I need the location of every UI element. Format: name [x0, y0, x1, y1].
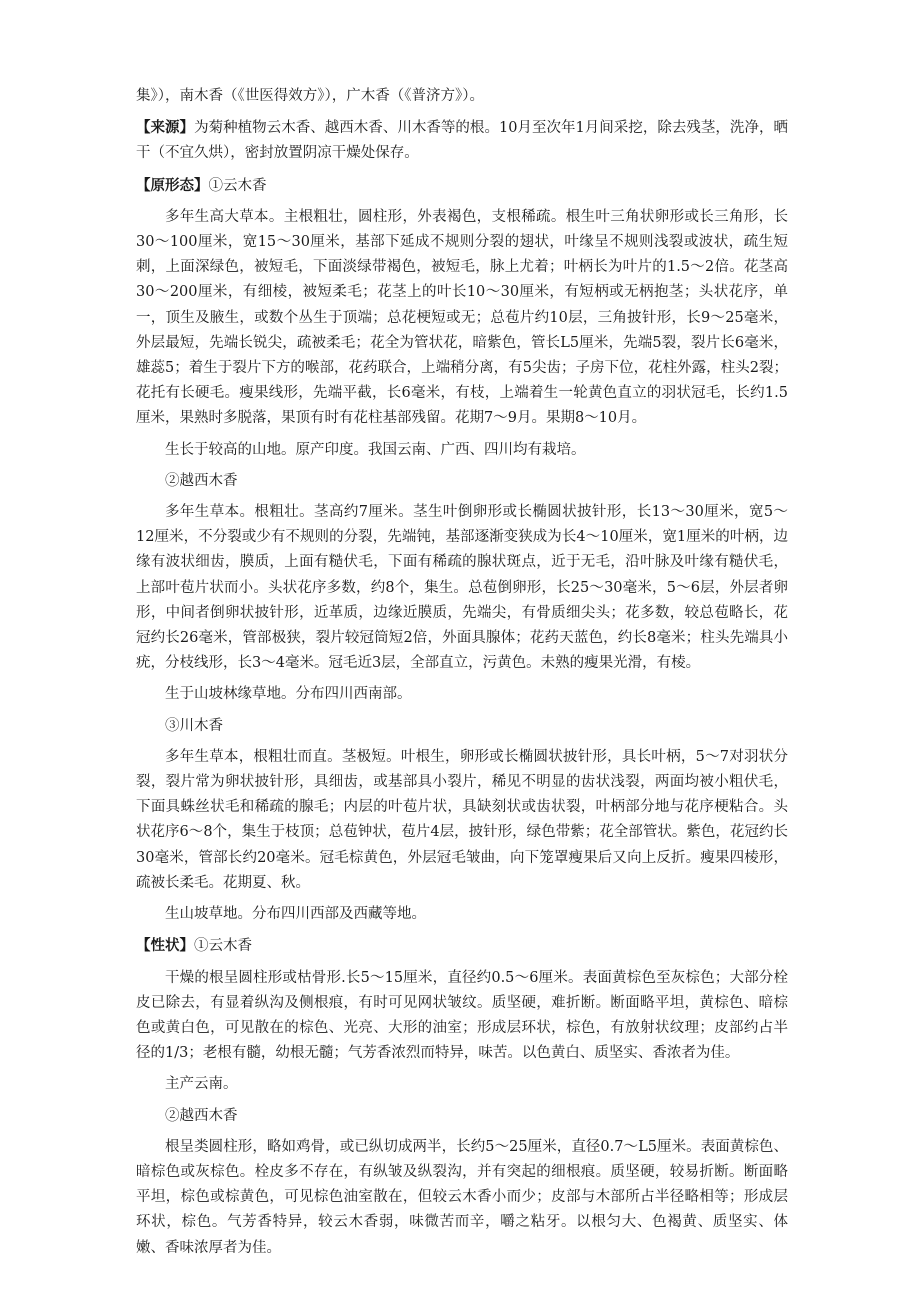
morphology-yun-desc: 多年生高大草本。主根粗壮，圆柱形，外表褐色，支根稀疏。根生叶三角状卵形或长三角形，长30～100厘米，宽15～30厘米，基部下延成不规则分裂的翅状，叶缘呈不规则浅裂或波状，疏生短刺，上面深绿色，被短毛，下面淡绿带褐色，被短毛，脉上尤着；叶柄长为叶片的1.5～2倍。花茎高30～200厘米，有细棱，被短柔毛；花茎上的叶长10～30厘米，有短柄或无柄抱茎；头状花序，单一，顶生及腋生，或数个丛生于顶端；总花梗短或无；总苞片约10层，三角披针形，长9～25毫米，外层最短，先端长锐尖，疏被柔毛；花全为管状花，暗紫色，管长L5厘米，先端5裂，裂片长6毫米，雄蕊5；着生于裂片下方的喉部，花药联合，上端稍分离，有5尖齿；子房下位，花柱外露，柱头2裂；花托有长硬毛。瘦果线形，先端平截，长6毫米，有枝，上端着生一轮黄色直立的羽状冠毛，长约1.5厘米，果熟时多脱落，果顶有时有花柱基部残留。花期7～9月。果期8～10月。	[136, 208, 788, 427]
morphology-yuexi-desc: 多年生草本。根粗壮。茎高约7厘米。茎生叶倒卵形或长椭圆状披针形，长13～30厘米，宽5～12厘米，不分裂或少有不规则的分裂，先端钝，基部逐渐变狭成为长4～10厘米，宽1厘米的叶柄，边缘有波状细齿，膜质，上面有糙伏毛，下面有稀疏的腺状斑点，近于无毛，沿叶脉及叶缘有糙伏毛，上部叶苞片状而小。头状花序多数，约8个，集生。总苞倒卵形，长25～30毫米，5～6层，外层者卵形，中间者倒卵状披针形，近革质，边缘近膜质，先端尖，有骨质细尖头；花多数，较总苞略长，花冠约长26毫米，管部极狭，裂片较冠筒短2倍，外面具腺体；花药天蓝色，约长8毫米；柱头先端具小疣，分枝线形，长3～4毫米。冠毛近3层，全部直立，污黄色。未熟的瘦果光滑，有棱。	[136, 504, 788, 672]
morphology-chuan-title: ③川木香	[165, 717, 223, 734]
intro-line: 集》），南木香（《世医得效方》），广木香（《普济方》）。	[136, 88, 484, 104]
morphology-yun-habitat: 生长于较高的山地。原产印度。我国云南、广西、四川均有栽培。	[165, 441, 586, 458]
morphology-yun-title: ①云木香	[208, 177, 267, 194]
properties-yuexi-title: ②越西木香	[165, 1107, 238, 1124]
morphology-yuexi-habitat: 生于山坡林缘草地。分布四川西南部。	[165, 686, 412, 703]
properties-yun-origin: 主产云南。	[165, 1076, 238, 1093]
source-tag: 【来源】	[136, 119, 195, 137]
properties-yuexi-desc: 根呈类圆柱形，略如鸡骨，或已纵切成两半，长约5～25厘米，直径0.7～L5厘米。表面黄棕色、暗棕色或灰棕色。栓皮多不存在，有纵皱及纵裂沟，并有突起的细根痕。质坚硬，较易折断。断面略平坦，棕色或棕黄色，可见棕色油室散在，但较云木香小而少；皮部与木部所占半径略相等；形成层环状，棕色。气芳香特异，较云木香弱，味微苦而辛，嚼之粘牙。以根匀大、色褐黄、质坚实、体嫩、香味浓厚者为佳。	[136, 1138, 788, 1256]
morphology-heading	[136, 173, 788, 199]
properties-tag: 【性状】	[136, 937, 194, 955]
source-text: 为菊种植物云木香、越西木香、川木香等的根。10月至次年1月间采挖，除去残茎，洗净，晒干（不宜久烘），密封放置阴凉干燥处保存。	[136, 120, 788, 162]
properties-yun-title: ①云木香	[194, 938, 252, 955]
morphology-tag: 【原形态】	[136, 176, 209, 194]
morphology-chuan-habitat: 生山坡草地。分布四川西部及西藏等地。	[165, 906, 426, 923]
morphology-chuan-desc: 多年生草本，根粗壮而直。茎极短。叶根生，卵形或长椭圆状披针形，具长叶柄，5～7对羽状分裂，裂片常为卵状披针形，具细齿，或基部具小裂片，稀见不明显的齿状浅裂，两面均被小粗伏毛，下面具蛛丝状毛和稀疏的腺毛；内层的叶苞片状，具缺刻状或齿状裂，叶柄部分地与花序梗粘合。头状花序6～8个，集生于枝顶；总苞钟状，苞片4层，披针形，绿色带紫；花全部管状。紫色，花冠约长30毫米，管部长约20毫米。冠毛棕黄色，外层冠毛皱曲，向下笼罩瘦果后又向上反折。瘦果四棱形，疏被长柔毛。花期夏、秋。	[136, 748, 788, 891]
morphology-yuexi-title: ②越西木香	[165, 472, 238, 489]
source-section	[136, 115, 788, 166]
properties-heading	[136, 933, 788, 959]
properties-yun-desc: 干燥的根呈圆柱形或枯骨形.长5～15厘米，直径约0.5～6厘米。表面黄棕色至灰棕色；大部分栓皮已除去，有显着纵沟及侧根痕，有时可见网状皱纹。质坚硬，难折断。断面略平坦，黄棕色、暗棕色或黄白色，可见散在的棕色、光亮、大形的油室；形成层环状，棕色，有放射状纹理；皮部约占半径的1/3；老根有髓，幼根无髓；气芳香浓烈而特异，味苦。以色黄白、质坚实、香浓者为佳。	[136, 969, 788, 1062]
